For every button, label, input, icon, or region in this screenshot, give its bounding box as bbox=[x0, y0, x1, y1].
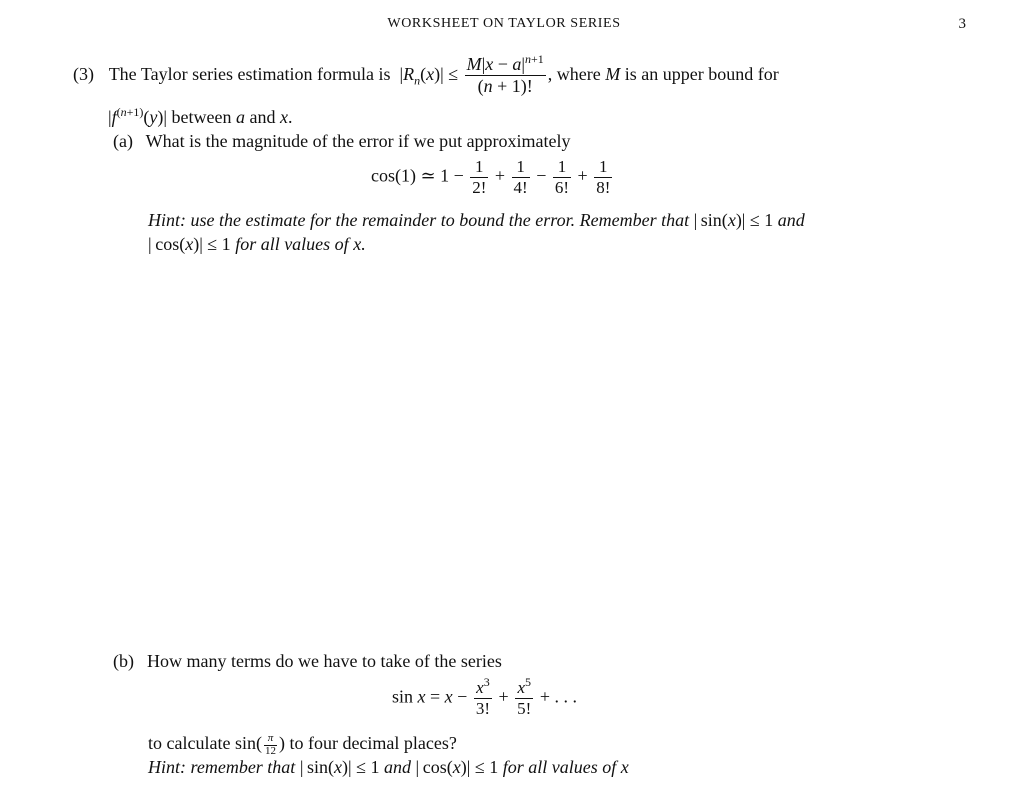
problem-statement-continued: $|f^{(n+1)}(y)|$ between a and x. bbox=[108, 105, 293, 127]
period: . bbox=[361, 234, 366, 254]
problem-statement bbox=[73, 54, 779, 97]
part-b-hint-text-2: for all values of bbox=[502, 757, 617, 777]
part-b-hint: Hint: remember that | sin(x)| ≤ 1 and | cos(x)| ≤ 1 for all values of x bbox=[148, 757, 629, 777]
fraction-x-fifth-over-5-factorial: $\frac{x^5}{5!}$ bbox=[517, 675, 532, 718]
upper-bound-text: is an upper bound for bbox=[624, 63, 779, 84]
part-a-hint-line-1 bbox=[148, 210, 805, 231]
and-text: and bbox=[249, 107, 276, 127]
cos-bound-expression: | cos(x)| ≤ 1 bbox=[415, 757, 499, 777]
part-a-hint-line-2: | cos(x)| ≤ 1 for all values of x. bbox=[148, 234, 366, 254]
page-number: 3 bbox=[958, 16, 966, 32]
part-b-hint-and: and bbox=[384, 757, 412, 777]
sin-series-equation: sin x = x − $\frac{x^3}{3!}$ + $\frac{x^5}{5!}$ + . . . bbox=[392, 675, 577, 718]
part-a-question bbox=[113, 131, 571, 152]
part-b-question bbox=[113, 651, 502, 672]
remainder-lhs: $|R_n(x)|$ ≤ bbox=[395, 63, 459, 88]
fraction-1-over-8-factorial: $\frac{1}{8!}$ bbox=[596, 157, 611, 197]
part-b-question-text: How many terms do we have to take of the series bbox=[147, 651, 502, 671]
fraction-1-over-4-factorial: $\frac{1}{4!}$ bbox=[513, 157, 528, 197]
sin-pi-over-12-expression: sin( $\frac{\pi}{12}$ ) bbox=[234, 732, 285, 757]
where-text: , where bbox=[547, 63, 601, 84]
fraction-x-cubed-over-3-factorial: $\frac{x^3}{3!}$ bbox=[475, 675, 490, 718]
part-b-label: (b) bbox=[113, 651, 134, 671]
part-a-hint-text-2: for all values of bbox=[235, 234, 349, 254]
derivative-bound-expression: $|f^{(n+1)}(y)|$ bbox=[108, 105, 167, 127]
cos-approximation-equation: cos(1) ≃ 1 − $\frac{1}{2!}$ + $\frac{1}{4!}$ − $\frac{1}{6!}$ + $\frac{1}{8!}$ bbox=[371, 157, 611, 197]
page-header: WORKSHEET ON TAYLOR SERIES bbox=[387, 16, 621, 31]
variable-M: M bbox=[605, 63, 621, 84]
part-a-label: (a) bbox=[113, 131, 133, 151]
part-b-hint-text: remember that bbox=[190, 757, 296, 777]
fraction-1-over-6-factorial: $\frac{1}{6!}$ bbox=[554, 157, 570, 197]
part-b-calc-tail: to four decimal places? bbox=[289, 733, 457, 753]
problem-number: (3) bbox=[73, 63, 94, 84]
part-a-hint-label: Hint: bbox=[148, 210, 186, 230]
remainder-bound-fraction: $\frac{M|x - a|^{n+1}}{(n + 1)!}$ bbox=[466, 52, 544, 96]
part-a-hint-and: and bbox=[777, 210, 805, 230]
part-b-hint-label: Hint: bbox=[148, 757, 186, 777]
part-a-hint-text: use the estimate for the remainder to bound the error. Remember that bbox=[190, 210, 690, 230]
cos-bound-expression: | cos(x)| ≤ 1 bbox=[148, 234, 231, 254]
part-b-calc-text: to calculate bbox=[148, 733, 231, 753]
period: . bbox=[287, 107, 293, 127]
part-b-calc-line bbox=[148, 733, 457, 758]
between-text: between bbox=[171, 107, 232, 127]
sin-bound-expression: | sin(x)| ≤ 1 bbox=[299, 757, 380, 777]
fraction-1-over-2-factorial: $\frac{1}{2!}$ bbox=[472, 157, 487, 197]
sin-bound-expression: | sin(x)| ≤ 1 bbox=[693, 210, 774, 230]
problem-intro-text: The Taylor series estimation formula is bbox=[108, 63, 391, 84]
part-a-question-text: What is the magnitude of the error if we put approximately bbox=[145, 131, 571, 151]
